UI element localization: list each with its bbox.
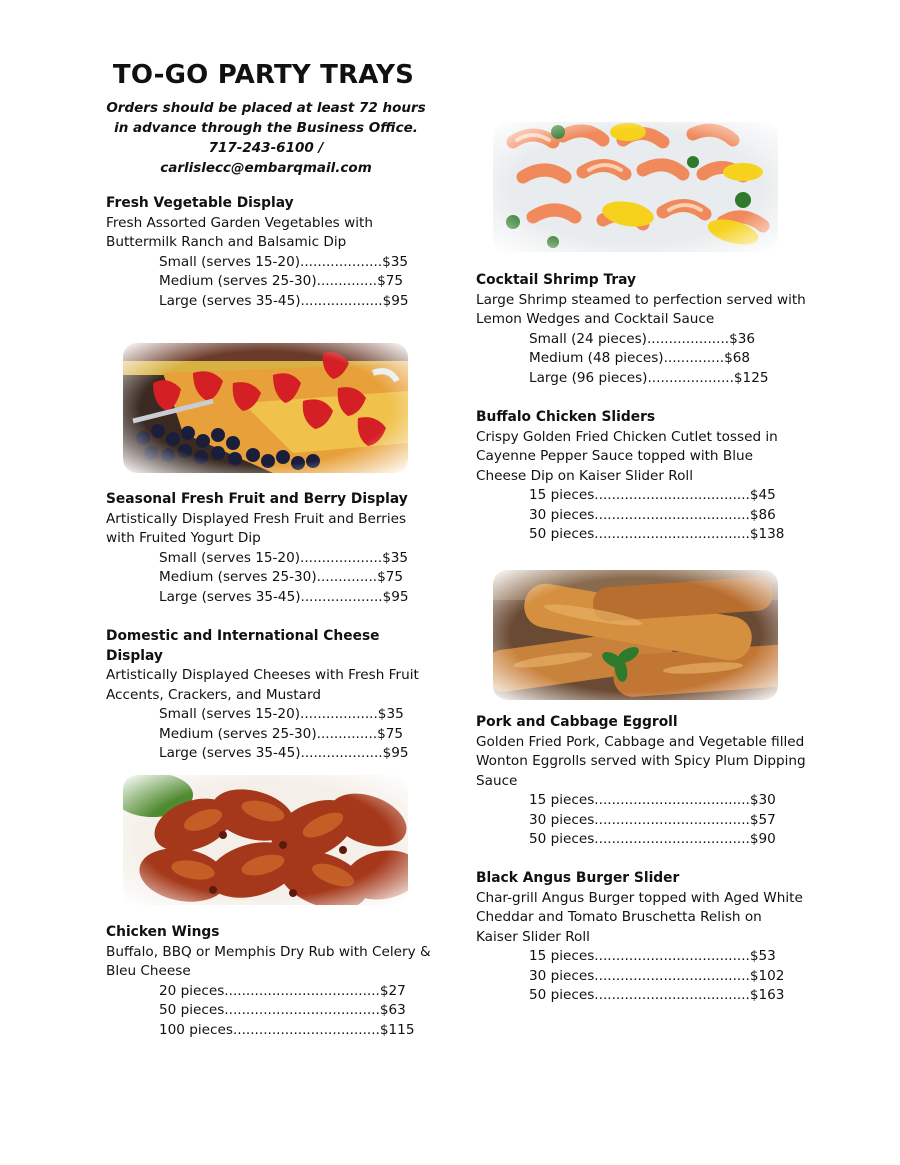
chicken-wings-photo (123, 775, 408, 905)
eggroll-photo (493, 570, 778, 700)
price-option: 15 pieces....................................$53 (529, 948, 776, 964)
price-list (476, 791, 806, 850)
price-list (476, 330, 806, 389)
menu-item-description: Artistically Displayed Cheeses with Fresh Fruit Accents, Crackers, and Mustard (106, 667, 419, 703)
price-option: 30 pieces....................................$102 (529, 967, 785, 984)
price-option: Small (serves 15-20)..................$35 (159, 706, 404, 722)
menu-item-description: Artistically Displayed Fresh Fruit and Berries with Fruited Yogurt Dip (106, 510, 407, 546)
menu-item-description: Buffalo, BBQ or Memphis Dry Rub with Celery & Bleu Cheese (106, 943, 431, 979)
price-option: 15 pieces....................................$30 (529, 792, 776, 808)
shrimp-photo (493, 122, 778, 252)
price-option: 15 pieces....................................$45 (529, 487, 776, 503)
price-option: Medium (serves 25-30)..............$75 (159, 273, 404, 289)
menu-item-description: Char-grill Angus Burger topped with Aged White Cheddar and Tomato Bruschetta Relish on Kaiser Slider Roll (476, 889, 803, 945)
menu-item-title: Black Angus Burger Slider (476, 870, 680, 886)
order-notice (106, 98, 426, 178)
price-option: Large (serves 35-45)...................$95 (159, 588, 409, 605)
price-option: Small (serves 15-20)...................$35 (159, 253, 409, 270)
menu-item-cocktail-shrimp (476, 271, 806, 388)
menu-item-title: Fresh Vegetable Display (106, 195, 294, 211)
price-option: Large (serves 35-45)...................$95 (159, 745, 409, 761)
fruit-berry-photo (123, 343, 408, 473)
order-notice-text: Orders should be placed at least 72 hours in advance through the Business Office. (106, 100, 426, 136)
price-option: 50 pieces....................................$138 (529, 526, 785, 542)
price-option: 20 pieces....................................$27 (159, 982, 406, 999)
price-option: 50 pieces....................................$90 (529, 831, 776, 847)
price-option: 30 pieces....................................$57 (529, 811, 776, 828)
price-list (106, 549, 436, 608)
price-option: Medium (48 pieces)..............$68 (529, 350, 751, 366)
price-option: Large (serves 35-45)...................$95 (159, 292, 409, 309)
menu-item-description: Golden Fried Pork, Cabbage and Vegetable filled Wonton Eggrolls served with Spicy Plum Dipping Sauce (476, 733, 806, 789)
price-option: Medium (serves 25-30)..............$75 (159, 725, 404, 742)
price-list (106, 982, 436, 1041)
price-list (476, 486, 806, 545)
menu-item-chicken-wings (106, 923, 436, 1040)
menu-item-title: Seasonal Fresh Fruit and Berry Display (106, 491, 408, 507)
menu-item-angus-slider (476, 869, 806, 1006)
price-option: Small (24 pieces)...................$36 (529, 330, 756, 347)
contact-line: 717-243-6100 / carlislecc@embarqmail.com (160, 140, 372, 176)
menu-item-title: Buffalo Chicken Sliders (476, 409, 656, 425)
menu-item-buffalo-sliders (476, 408, 806, 545)
menu-item-title: Pork and Cabbage Eggroll (476, 714, 678, 730)
menu-item-pork-eggroll (476, 713, 806, 850)
price-option: 100 pieces..................................$115 (159, 1021, 415, 1038)
price-option: 50 pieces....................................$163 (529, 987, 785, 1003)
page-title: TO-GO PARTY TRAYS (112, 60, 415, 90)
menu-item-title: Cocktail Shrimp Tray (476, 272, 637, 288)
price-list (106, 253, 436, 312)
menu-item-title: Chicken Wings (106, 924, 220, 940)
price-option: Large (96 pieces)....................$125 (529, 369, 769, 386)
price-list (106, 705, 436, 764)
price-option: Medium (serves 25-30)..............$75 (159, 569, 404, 585)
price-option: Small (serves 15-20)...................$35 (159, 549, 409, 566)
menu-item-fruit-berry-display (106, 490, 436, 607)
menu-item-cheese-display (106, 627, 436, 764)
menu-item-description: Fresh Assorted Garden Vegetables with Buttermilk Ranch and Balsamic Dip (106, 214, 373, 250)
menu-item-vegetable-display (106, 194, 436, 311)
price-list (476, 947, 806, 1006)
price-option: 50 pieces....................................$63 (159, 1002, 406, 1018)
menu-item-description: Crispy Golden Fried Chicken Cutlet tossed in Cayenne Pepper Sauce topped with Blue Cheese Dip on Kaiser Slider Roll (476, 428, 778, 484)
menu-item-title: Domestic and International Cheese Display (106, 628, 380, 664)
price-option: 30 pieces....................................$86 (529, 506, 776, 523)
menu-item-description: Large Shrimp steamed to perfection served with Lemon Wedges and Cocktail Sauce (476, 291, 806, 327)
